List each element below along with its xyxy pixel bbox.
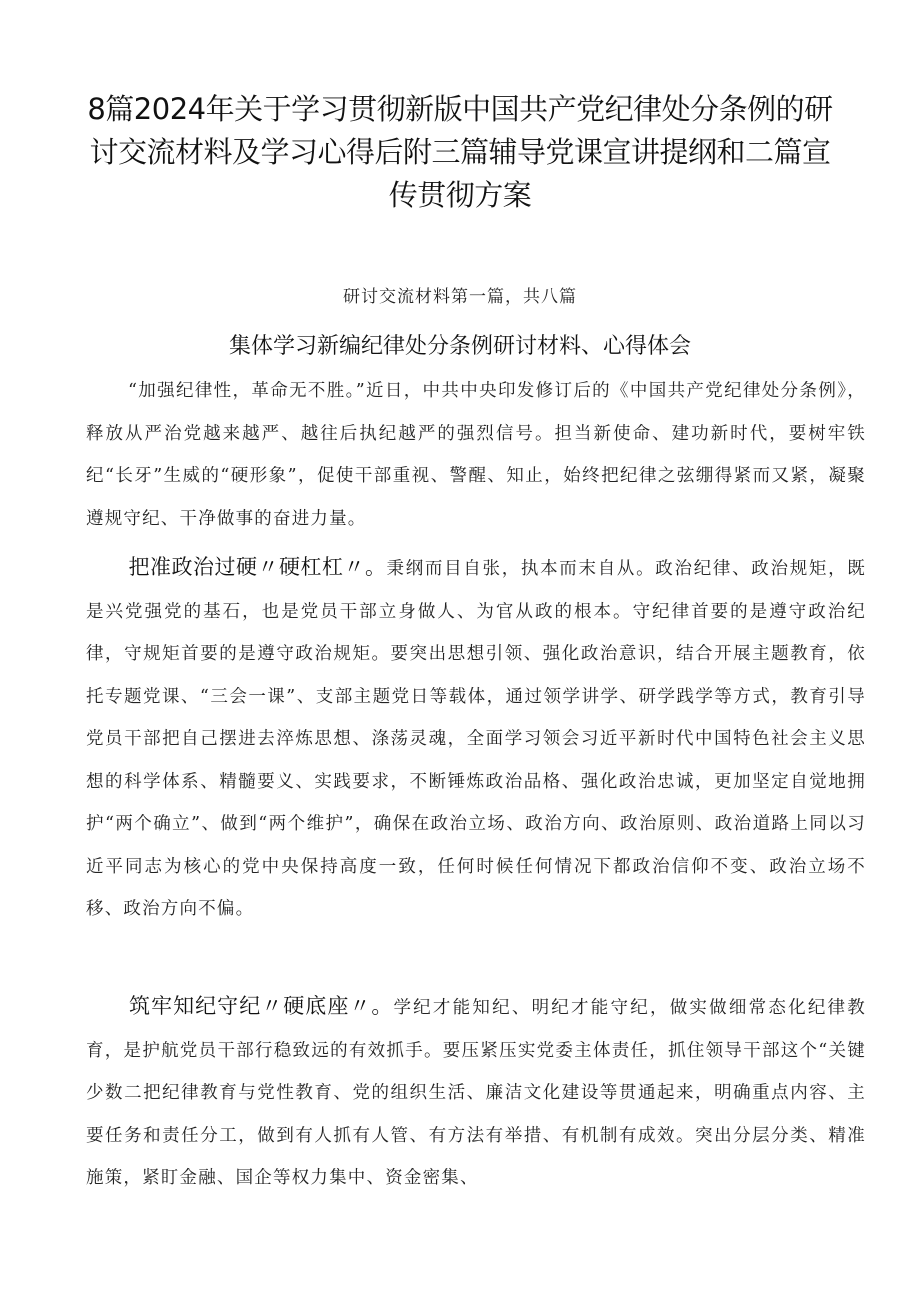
body-paragraph-intro [86, 370, 866, 540]
paragraph-text: 学纪才能知纪、明纪才能守纪，做实做细常态化纪律教育，是护航党员干部行稳致远的有效抓手。要压紧压实党委主体责任，抓住领导干部这个“关键少数二把纪律教育与党性教育、党的组织生活、廉洁文化建设等贯通起来，明确重点内容、主要任务和责任分工，做到有人抓有人管、有方法有举措、有机制有成效。突出分层分类、精准施策，紧盯金融、国企等权力集中、资金密集、 [86, 998, 866, 1188]
body-paragraph-discipline-education [86, 985, 866, 1200]
section-label: 研讨交流材料第一篇，共八篇 [343, 287, 577, 307]
article-subtitle: 集体学习新编纪律处分条例研讨材料、心得体会 [228, 334, 691, 359]
paragraph-text: “加强纪律性，革命无不胜。”近日，中共中央印发修订后的《中国共产党纪律处分条例》，释放从严治党越来越严、越往后执纪越严的强烈信号。担当新使命、建功新时代，要树牢铁纪“长牙”生威的“硬形象”，促使干部重视、警醒、知止，始终把纪律之弦绷得紧而又紧，凝聚遵规守纪、干净做事的奋进力量。 [86, 381, 866, 529]
body-paragraph-political-discipline [86, 546, 866, 931]
document-title: 8篇2024年关于学习贯彻新版中国共产党纪律处分条例的研讨交流材料及学习心得后附三篇辅导党课宣讲提纲和二篇宣传贯彻方案 [87, 92, 833, 212]
paragraph-lead-heading: 把准政治过硬〃硬杠杠〃。 [128, 555, 387, 579]
paragraph-text: 秉纲而目自张，执本而末自从。政治纪律、政治规矩，既是兴党强党的基石，也是党员干部立身做人、为官从政的根本。守纪律首要的是遵守政治纪律，守规矩首要的是遵守政治规矩。要突出思想引领、强化政治意识，结合开展主题教育，依托专题党课、“三会一课”、支部主题党日等载体，通过领学讲学、研学践学等方式，教育引导党员干部把自己摆进去淬炼思想、涤荡灵魂，全面学习领会习近平新时代中国特色社会主义思想的科学体系、精髓要义、实践要求，不断锤炼政治品格、强化政治忠诚，更加坚定自觉地拥护“两个确立”、做到“两个维护”，确保在政治立场、政治方向、政治原则、政治道路上同以习近平同志为核心的党中央保持高度一致，任何时候任何情况下都政治信仰不变、政治立场不移、政治方向不偏。 [86, 559, 866, 919]
paragraph-lead-heading: 筑牢知纪守纪〃硬底座〃。 [128, 994, 394, 1018]
